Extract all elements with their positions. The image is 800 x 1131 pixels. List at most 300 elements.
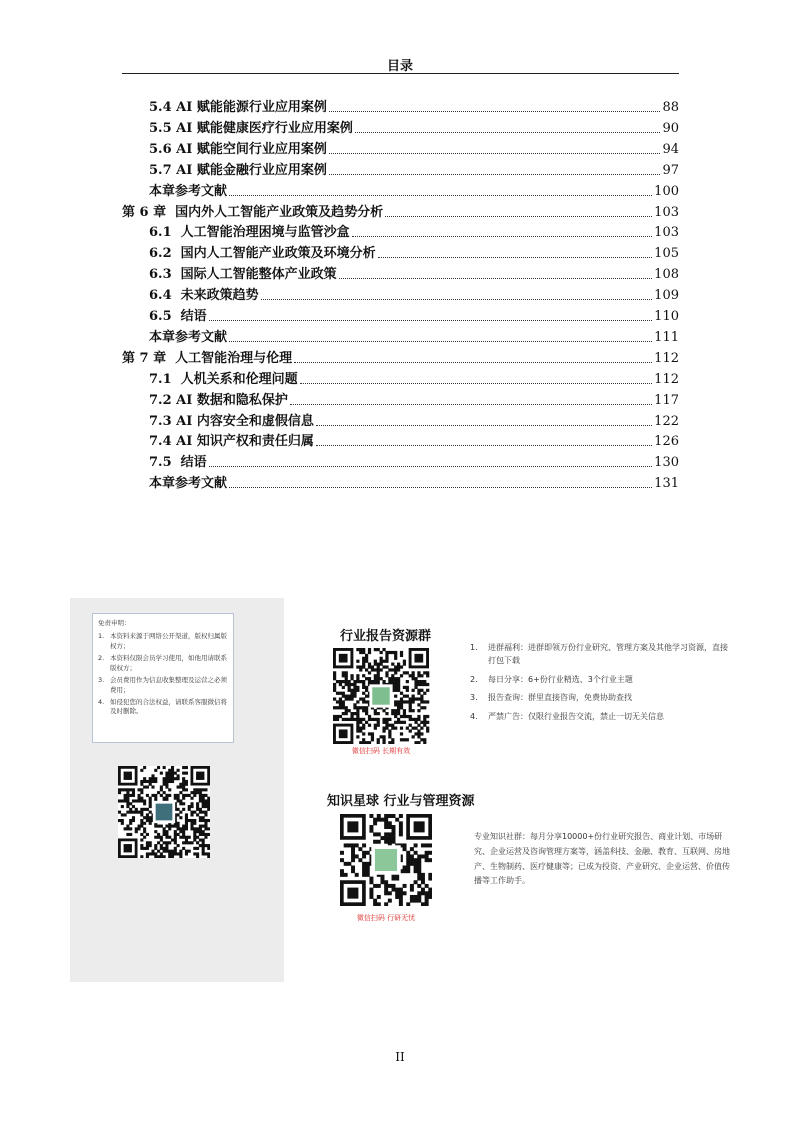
qr-module (179, 783, 182, 786)
qr-module (423, 741, 426, 744)
qr-module (397, 686, 400, 689)
qr-module (174, 850, 177, 853)
qr-code-knowledge-planet[interactable] (340, 814, 432, 906)
qr-module (394, 686, 397, 689)
qr-module (400, 692, 403, 695)
qr-module (174, 794, 177, 797)
qr-module (345, 674, 348, 677)
qr-module (132, 788, 135, 791)
qr-module (143, 827, 146, 830)
qr-module (342, 703, 345, 706)
qr-module (366, 862, 370, 866)
qr-module (369, 825, 373, 829)
toc-entry[interactable] (149, 305, 679, 325)
qr-module (207, 844, 210, 847)
toc-entry[interactable] (149, 117, 679, 137)
qr-module (168, 774, 171, 777)
qr-module (204, 836, 207, 839)
qr-module (414, 880, 418, 884)
qr-module (395, 895, 399, 899)
qr-module (157, 836, 160, 839)
qr-module (154, 794, 157, 797)
qr-module (207, 802, 210, 805)
qr-module (362, 683, 365, 686)
toc-entry-label: 第 7 章 人工智能治理与伦理 (122, 350, 293, 366)
toc-leader-dots (316, 425, 652, 426)
qr-module (362, 665, 365, 668)
qr-module (428, 891, 432, 895)
qr-module (163, 780, 166, 783)
qr-module (121, 813, 124, 816)
qr-module (177, 813, 180, 816)
qr-module (151, 852, 154, 855)
qr-module (345, 706, 348, 709)
qr-module (417, 899, 421, 903)
qr-module (345, 695, 348, 698)
qr-module (350, 692, 353, 695)
qr-module (351, 851, 355, 855)
qr-module (417, 729, 420, 732)
qr-module (358, 858, 362, 862)
qr-module (373, 840, 377, 844)
qr-module (151, 794, 154, 797)
qr-finder-eye (339, 729, 348, 738)
toc-entry[interactable] (122, 201, 679, 221)
qr-module (348, 695, 351, 698)
qr-module (199, 797, 202, 800)
qr-module (414, 683, 417, 686)
qr-module (414, 843, 418, 847)
toc-entry-label: 本章参考文献 (149, 329, 228, 345)
qr-module (140, 825, 143, 828)
qr-module (371, 735, 374, 738)
qr-module (154, 780, 157, 783)
qr-module (202, 811, 205, 814)
qr-module (362, 843, 366, 847)
qr-module (374, 727, 377, 730)
toc-leader-dots (339, 278, 653, 279)
qr-module (345, 683, 348, 686)
qr-module (163, 855, 166, 858)
qr-module (345, 680, 348, 683)
qr-module (385, 718, 388, 721)
qr-module (160, 852, 163, 855)
toc-entry-page: 112 (654, 371, 679, 387)
qr-module (417, 683, 420, 686)
toc-entry-page: 110 (654, 309, 679, 324)
qr-module (342, 680, 345, 683)
qr-module (394, 683, 397, 686)
qr-module (207, 833, 210, 836)
toc-entry[interactable] (149, 368, 679, 388)
qr-module (146, 816, 149, 819)
toc-entry[interactable] (149, 263, 679, 283)
qr-module (193, 830, 196, 833)
qr-module (362, 657, 365, 660)
qr-module (163, 783, 166, 786)
toc-leader-dots (294, 362, 652, 363)
qr-module (350, 683, 353, 686)
qr-module (199, 788, 202, 791)
qr-module (171, 777, 174, 780)
qr-module (353, 686, 356, 689)
qr-module (160, 788, 163, 791)
toc-entry-page: 111 (654, 329, 679, 345)
qr-module (138, 794, 141, 797)
qr-module (388, 732, 391, 735)
toc-entry-page: 109 (654, 288, 679, 304)
qr-module (163, 830, 166, 833)
qr-module (400, 697, 403, 700)
qr-module (359, 718, 362, 721)
qr-module (204, 844, 207, 847)
qr-module (177, 822, 180, 825)
qr-module (414, 862, 418, 866)
toc-entry[interactable] (149, 284, 679, 304)
qr-module (362, 674, 365, 677)
qr-module (188, 805, 191, 808)
qr-module (414, 851, 418, 855)
toc-entry[interactable] (149, 180, 679, 200)
toc-entry-label: 7.1 人机关系和伦理问题 (149, 371, 298, 387)
qr-module (373, 821, 377, 825)
disclaimer-title: 免责申明： (98, 619, 131, 627)
qr-module (190, 822, 193, 825)
qr-module (171, 766, 174, 769)
qr-module (185, 827, 188, 830)
qr-module (425, 851, 429, 855)
qr-module (374, 668, 377, 671)
qr-module (392, 884, 396, 888)
qr-module (146, 794, 149, 797)
qr-module (394, 657, 397, 660)
toc-entry[interactable] (149, 221, 679, 241)
qr-module (154, 844, 157, 847)
qr-module (397, 663, 400, 666)
qr-module (392, 814, 396, 818)
qr-module (199, 844, 202, 847)
toc-entry-page: 108 (654, 267, 679, 283)
qr-module (412, 735, 415, 738)
qr-module (382, 665, 385, 668)
qr-module (140, 844, 143, 847)
qr-module (340, 851, 344, 855)
qr-module (177, 844, 180, 847)
qr-module (409, 724, 412, 727)
qr-module (355, 873, 359, 877)
qr-module (350, 677, 353, 680)
qr-module (165, 841, 168, 844)
qr-module (399, 888, 403, 892)
qr-module (339, 680, 342, 683)
toc-entry[interactable] (149, 326, 679, 346)
qr-module (420, 700, 423, 703)
qr-module (377, 895, 381, 899)
qr-module (174, 838, 177, 841)
qr-module (423, 671, 426, 674)
qr-module (196, 847, 199, 850)
qr-module (179, 850, 182, 853)
qr-module (385, 665, 388, 668)
qr-module (356, 709, 359, 712)
qr-module (362, 854, 366, 858)
qr-module (348, 680, 351, 683)
toc-entry-label: 6.5 结语 (149, 309, 207, 324)
qr-module (420, 680, 423, 683)
qr-module (163, 777, 166, 780)
qr-module (371, 738, 374, 741)
qr-module (168, 825, 171, 828)
toc-entry[interactable] (149, 430, 679, 450)
qr-module (421, 873, 425, 877)
qr-module (149, 841, 152, 844)
qr-module (333, 689, 336, 692)
qr-module (356, 735, 359, 738)
qr-module (174, 797, 177, 800)
qr-finder-eye (124, 844, 132, 852)
qr-module (362, 692, 365, 695)
qr-module (384, 880, 388, 884)
qr-module (362, 851, 366, 855)
qr-code-report-group[interactable] (330, 648, 432, 744)
qr-module (420, 695, 423, 698)
qr-module (423, 692, 426, 695)
qr-module (342, 718, 345, 721)
qr-module (417, 732, 420, 735)
qr-module (190, 802, 193, 805)
qr-finder-eye (339, 654, 348, 663)
qr-module (353, 706, 356, 709)
qr-module (132, 811, 135, 814)
qr-module (417, 862, 421, 866)
qr-module (348, 683, 351, 686)
qr-module (414, 895, 418, 899)
qr-module (428, 851, 432, 855)
qr-module (204, 827, 207, 830)
qr-module (412, 718, 415, 721)
qr-module (140, 780, 143, 783)
page-number: II (395, 1050, 405, 1064)
qr-module (382, 718, 385, 721)
qr-module (365, 741, 368, 744)
qr-module (202, 816, 205, 819)
qr-module (165, 797, 168, 800)
qr-module (394, 677, 397, 680)
qr-module (207, 805, 210, 808)
qr-module (196, 841, 199, 844)
qr-module (193, 827, 196, 830)
qr-module (403, 738, 406, 741)
qr-module (406, 738, 409, 741)
qr-module (129, 819, 132, 822)
qr-module (394, 721, 397, 724)
toc-entry-page: 122 (654, 413, 679, 429)
qr-module (399, 895, 403, 899)
qr-module (388, 651, 391, 654)
qr-module (202, 847, 205, 850)
qr-module (351, 866, 355, 870)
qr-module (129, 794, 132, 797)
toc-entry[interactable] (149, 451, 679, 471)
qr-module (394, 709, 397, 712)
qr-module (138, 788, 141, 791)
qr-module (423, 700, 426, 703)
qr-module (420, 706, 423, 709)
toc-entry[interactable] (149, 159, 679, 179)
qr-module (377, 814, 381, 818)
qr-module (182, 766, 185, 769)
qr-module (196, 802, 199, 805)
qr-module (193, 794, 196, 797)
disclaimer-item: 2. 本资料仅限会员学习使用，如他用请联系版权方； (98, 654, 227, 672)
qr-module (417, 671, 420, 674)
qr-module (377, 648, 380, 651)
qr-module (412, 671, 415, 674)
qr-module (362, 663, 365, 666)
qr-module (185, 836, 188, 839)
qr-module (377, 671, 380, 674)
toc-entry-label: 5.5 AI 赋能健康医疗行业应用案例 (149, 120, 353, 136)
qr-module (417, 692, 420, 695)
qr-module (399, 832, 403, 836)
qr-module (388, 891, 392, 895)
qr-module (182, 808, 185, 811)
qr-module (355, 854, 359, 858)
toc-entry-page: 88 (662, 100, 679, 115)
qr-module (177, 825, 180, 828)
toc-entry[interactable] (149, 410, 679, 430)
qr-module (406, 862, 410, 866)
qr-module (121, 788, 124, 791)
toc-entry[interactable] (149, 472, 679, 492)
qr-module (403, 709, 406, 712)
qr-module (356, 724, 359, 727)
qr-module (199, 833, 202, 836)
qr-module (397, 700, 400, 703)
qr-module (356, 712, 359, 715)
qr-module (333, 715, 336, 718)
toc-entry[interactable] (122, 347, 679, 367)
qr-module (362, 873, 366, 877)
qr-module (362, 706, 365, 709)
toc-entry[interactable] (149, 96, 679, 116)
toc-entry[interactable] (149, 242, 679, 262)
qr-module (182, 802, 185, 805)
qr-module (202, 852, 205, 855)
qr-module (414, 686, 417, 689)
qr-module (342, 692, 345, 695)
qr-module (362, 738, 365, 741)
qr-module (126, 794, 129, 797)
qr-module (414, 718, 417, 721)
qr-module (132, 819, 135, 822)
qr-module (336, 680, 339, 683)
qr-module (179, 802, 182, 805)
qr-module (382, 735, 385, 738)
qr-module (174, 836, 177, 839)
qr-module (356, 729, 359, 732)
qr-module (196, 852, 199, 855)
qr-module (382, 727, 385, 730)
qr-module (182, 836, 185, 839)
qr-module (165, 794, 168, 797)
qr-module (160, 855, 163, 858)
qr-code-customer-service[interactable] (118, 766, 210, 858)
qr-module (400, 665, 403, 668)
qr-module (392, 829, 396, 833)
qr-module (373, 832, 377, 836)
benefit-item: 2. 每日分享：6+份行业精选、3个行业主题 (470, 674, 633, 684)
qr-module (417, 718, 420, 721)
benefit-item: 4. 严禁广告：仅限行业报告交流，禁止一切无关信息 (470, 712, 664, 722)
qr-module (362, 869, 366, 873)
qr-module (377, 665, 380, 668)
qr-module (340, 873, 344, 877)
disclaimer-item: 4. 如侵犯您的合法权益，请联系客服微信将及时删除。 (98, 697, 227, 716)
qr-module (365, 668, 368, 671)
qr-module (391, 727, 394, 730)
qr-module (356, 674, 359, 677)
toc-entry[interactable] (149, 389, 679, 409)
qr-module (204, 819, 207, 822)
qr-module (350, 718, 353, 721)
qr-module (171, 855, 174, 858)
qr-module (391, 663, 394, 666)
qr-module (368, 677, 371, 680)
qr-module (182, 777, 185, 780)
qr-module (185, 825, 188, 828)
qr-module (388, 899, 392, 903)
qr-module (138, 797, 141, 800)
qr-module (359, 680, 362, 683)
qr-module (380, 663, 383, 666)
toc-entry[interactable] (149, 138, 679, 158)
qr-module (423, 721, 426, 724)
qr-module (336, 718, 339, 721)
qr-module (118, 791, 121, 794)
qr-module (132, 791, 135, 794)
qr-module (350, 674, 353, 677)
qr-module (149, 797, 152, 800)
qr-module (391, 668, 394, 671)
qr-module (143, 816, 146, 819)
qr-module (392, 877, 396, 881)
qr-module (202, 838, 205, 841)
qr-module (403, 663, 406, 666)
qr-module (397, 709, 400, 712)
qr-module (202, 819, 205, 822)
qr-module (177, 852, 180, 855)
qr-module (190, 797, 193, 800)
qr-module (395, 818, 399, 822)
qr-module (160, 772, 163, 775)
qr-module (423, 706, 426, 709)
qr-module (149, 811, 152, 814)
qr-module (420, 721, 423, 724)
qr-module (160, 794, 163, 797)
qr-module (151, 780, 154, 783)
qr-module (409, 706, 412, 709)
qr-module (135, 827, 138, 830)
qr-module (406, 727, 409, 730)
qr-module (388, 741, 391, 744)
qr-module (124, 813, 127, 816)
qr-module (165, 847, 168, 850)
qr-module (399, 814, 403, 818)
qr-module (388, 825, 392, 829)
qr-module (182, 797, 185, 800)
group2-caption: 微信扫码 行研无忧 (356, 914, 416, 922)
